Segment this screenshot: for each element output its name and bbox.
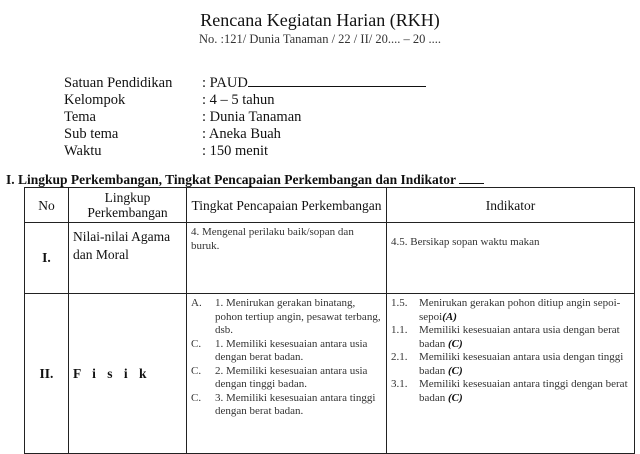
info-label: Kelompok: [64, 92, 126, 108]
table-row: [25, 223, 635, 294]
category-tag: (C): [448, 364, 463, 377]
section-heading: [6, 172, 484, 188]
info-value: : Aneka Buah: [202, 126, 281, 142]
info-label: Waktu: [64, 143, 102, 159]
list-item: A. 1. Menirukan gerakan binatang, pohon tertiup angin, pesawat terbang, dsb.: [191, 297, 381, 336]
document-number: No. :121/ Dunia Tanaman / 22 / II/ 20.... – 20 ....: [199, 32, 441, 46]
info-row-kelompok: [64, 92, 275, 109]
category-tag: (C): [448, 337, 463, 350]
row-lingkup: F i s i k: [69, 294, 187, 454]
info-row-sub-tema: [64, 126, 281, 143]
list-item: 4.5. Bersikap sopan waktu makan: [391, 236, 540, 248]
heading-underline: [459, 173, 484, 184]
category-tag: (C): [448, 391, 463, 404]
info-value: : Dunia Tanaman: [202, 109, 302, 125]
row-tingkat: [187, 294, 387, 454]
info-value: : 4 – 5 tahun: [202, 92, 275, 108]
table-header-row: [25, 188, 635, 223]
list-item: C. 3. Memiliki kesesuaian antara tinggi dengan berat badan.: [191, 391, 376, 417]
header-indikator: Indikator: [387, 188, 635, 223]
info-label: Satuan Pendidikan: [64, 75, 173, 91]
list-item: C. 2. Memiliki kesesuaian antara usia dengan tinggi badan.: [191, 364, 368, 390]
info-value: : 150 menit: [202, 143, 269, 159]
fill-in-line: [248, 74, 426, 87]
row-indikator: [387, 294, 635, 454]
header-lingkup: Lingkup Perkembangan: [69, 188, 187, 223]
header-no: No: [25, 188, 69, 223]
info-label: Sub tema: [64, 126, 119, 142]
row-lingkup: Nilai-nilai Agama dan Moral: [69, 223, 187, 294]
category-tag: (A): [442, 310, 457, 323]
row-indikator: [387, 223, 635, 294]
list-item: 1.1. Memiliki kesesuaian antara usia dengan berat badan (C): [391, 324, 620, 350]
section-heading-text: I. Lingkup Perkembangan, Tingkat Pencapaian Perkembangan dan Indikator: [6, 172, 456, 187]
info-label: Tema: [64, 109, 96, 125]
rkh-table: [24, 187, 635, 454]
row-number: II.: [25, 294, 69, 454]
list-item: 4. Mengenal perilaku baik/sopan dan buruk.: [191, 226, 354, 252]
list-item: 2.1. Memiliki kesesuaian antara usia dengan tinggi badan (C): [391, 351, 624, 377]
info-row-tema: [64, 109, 301, 126]
info-value: : PAUD: [202, 75, 248, 91]
list-item: 1.5. Menirukan gerakan pohon ditiup angin sepoi-sepoi(A): [391, 297, 621, 323]
table-row: [25, 294, 635, 454]
row-tingkat: [187, 223, 387, 294]
list-item: 3.1. Memiliki kesesuaian antara tinggi dengan berat badan (C): [391, 378, 628, 404]
header-tingkat: Tingkat Pencapaian Perkembangan: [187, 188, 387, 223]
info-row-satuan-pendidikan: [64, 74, 426, 92]
row-number: I.: [25, 223, 69, 294]
list-item: C. 1. Memiliki kesesuaian antara usia dengan berat badan.: [191, 337, 368, 363]
info-row-waktu: [64, 143, 268, 160]
page-title: Rencana Kegiatan Harian (RKH): [200, 10, 440, 30]
